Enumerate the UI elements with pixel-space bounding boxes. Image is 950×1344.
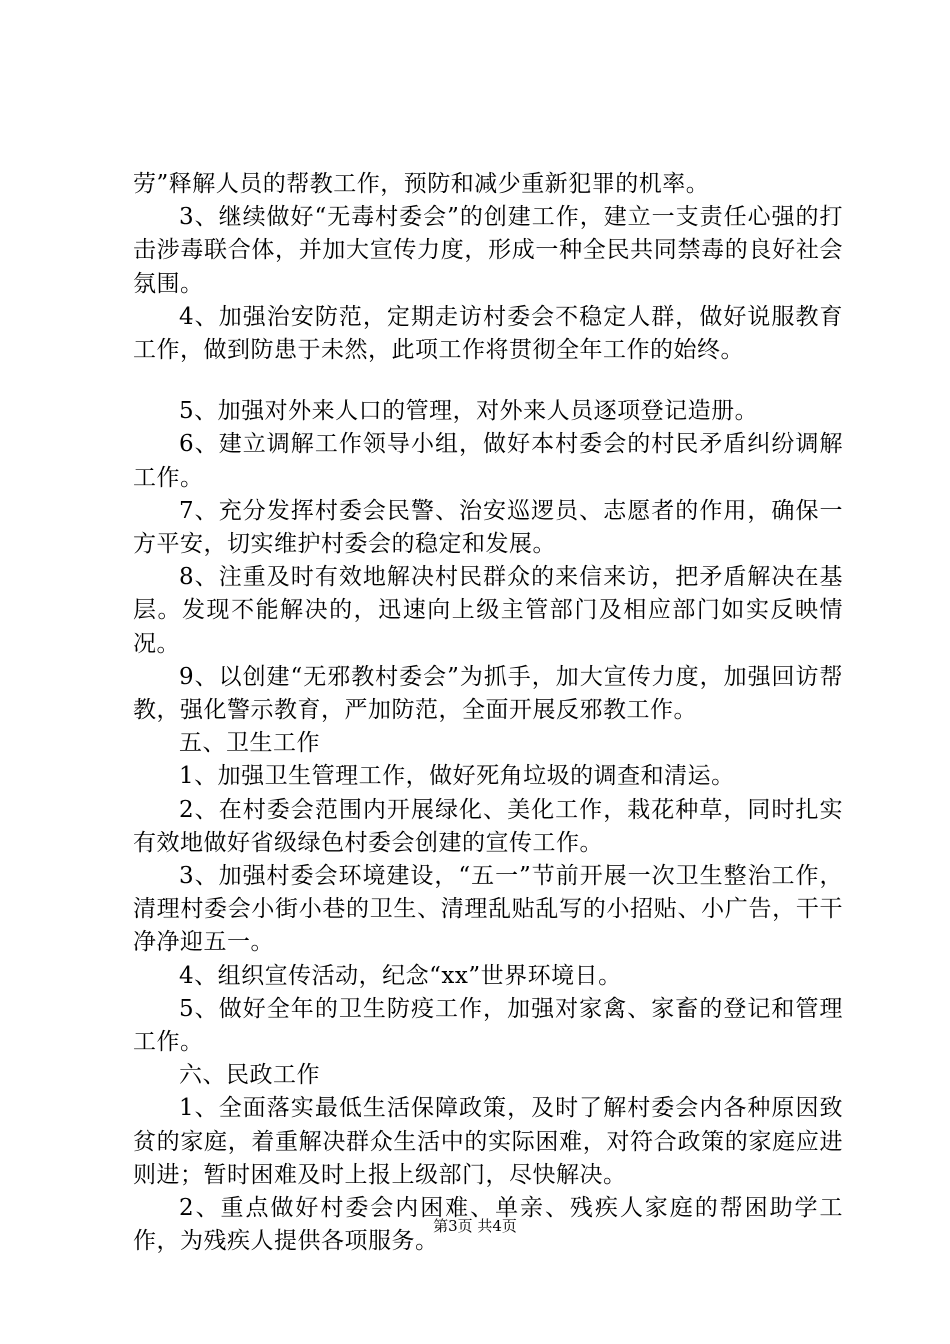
paragraph-item: 5、做好全年的卫生防疫工作，加强对家禽、家畜的登记和管理工作。: [133, 995, 843, 1056]
paragraph-item: 6、建立调解工作领导小组，做好本村委会的村民矛盾纠纷调解工作。: [133, 431, 843, 491]
paragraph-item: 1、全面落实最低生活保障政策，及时了解村委会内各种原因致贫的家庭，着重解决群众生活中的实际困难，对符合政策的家庭应进则进；暂时困难及时上报上级部门，尽快解决。: [133, 1095, 843, 1188]
page-number-footer: 第3页 共4页: [433, 1217, 517, 1235]
paragraph-item: 7、充分发挥村委会民警、治安巡逻员、志愿者的作用，确保一方平安，切实维护村委会的稳定和发展。: [133, 497, 843, 558]
paragraph-item: 2、在村委会范围内开展绿化、美化工作，栽花种草，同时扎实有效地做好省级绿色村委会创建的宣传工作。: [133, 796, 843, 856]
section-heading: 五、卫生工作: [179, 730, 320, 757]
paragraph-item: 3、继续做好“无毒村委会”的创建工作，建立一支责任心强的打击涉毒联合体，并加大宣传力度，形成一种全民共同禁毒的良好社会氛围。: [133, 204, 843, 297]
paragraph-item: 4、加强治安防范，定期走访村委会不稳定人群，做好说服教育工作，做到防患于未然，此项工作将贯彻全年工作的始终。: [133, 303, 843, 364]
paragraph-item: 8、注重及时有效地解决村民群众的来信来访，把矛盾解决在基层。发现不能解决的，迅速向上级主管部门及相应部门如实反映情况。: [133, 564, 843, 657]
paragraph-item: 3、加强村委会环境建设，“五一”节前开展一次卫生整治工作，清理村委会小街小巷的卫生、清理乱贴乱写的小招贴、小广告，干干净净迎五一。: [133, 863, 843, 956]
paragraph-item: 2、重点做好村委会内困难、单亲、残疾人家庭的帮困助学工作，为残疾人提供各项服务。: [133, 1195, 843, 1255]
paragraph-continuation: 劳”释解人员的帮教工作，预防和减少重新犯罪的机率。: [133, 171, 710, 197]
paragraph-item: 1、加强卫生管理工作，做好死角垃圾的调查和清运。: [179, 763, 735, 790]
document-body: [133, 168, 843, 1259]
paragraph-item: 9、以创建“无邪教村委会”为抓手，加大宣传力度，加强回访帮教，强化警示教育，严加防范，全面开展反邪教工作。: [133, 663, 843, 724]
paragraph-spacer: [133, 367, 843, 395]
paragraph-item: 4、组织宣传活动，纪念“xx”世界环境日。: [179, 962, 622, 989]
paragraph-item: 5、加强对外来人口的管理，对外来人员逐项登记造册。: [179, 398, 759, 425]
section-heading: 六、民政工作: [179, 1062, 320, 1089]
